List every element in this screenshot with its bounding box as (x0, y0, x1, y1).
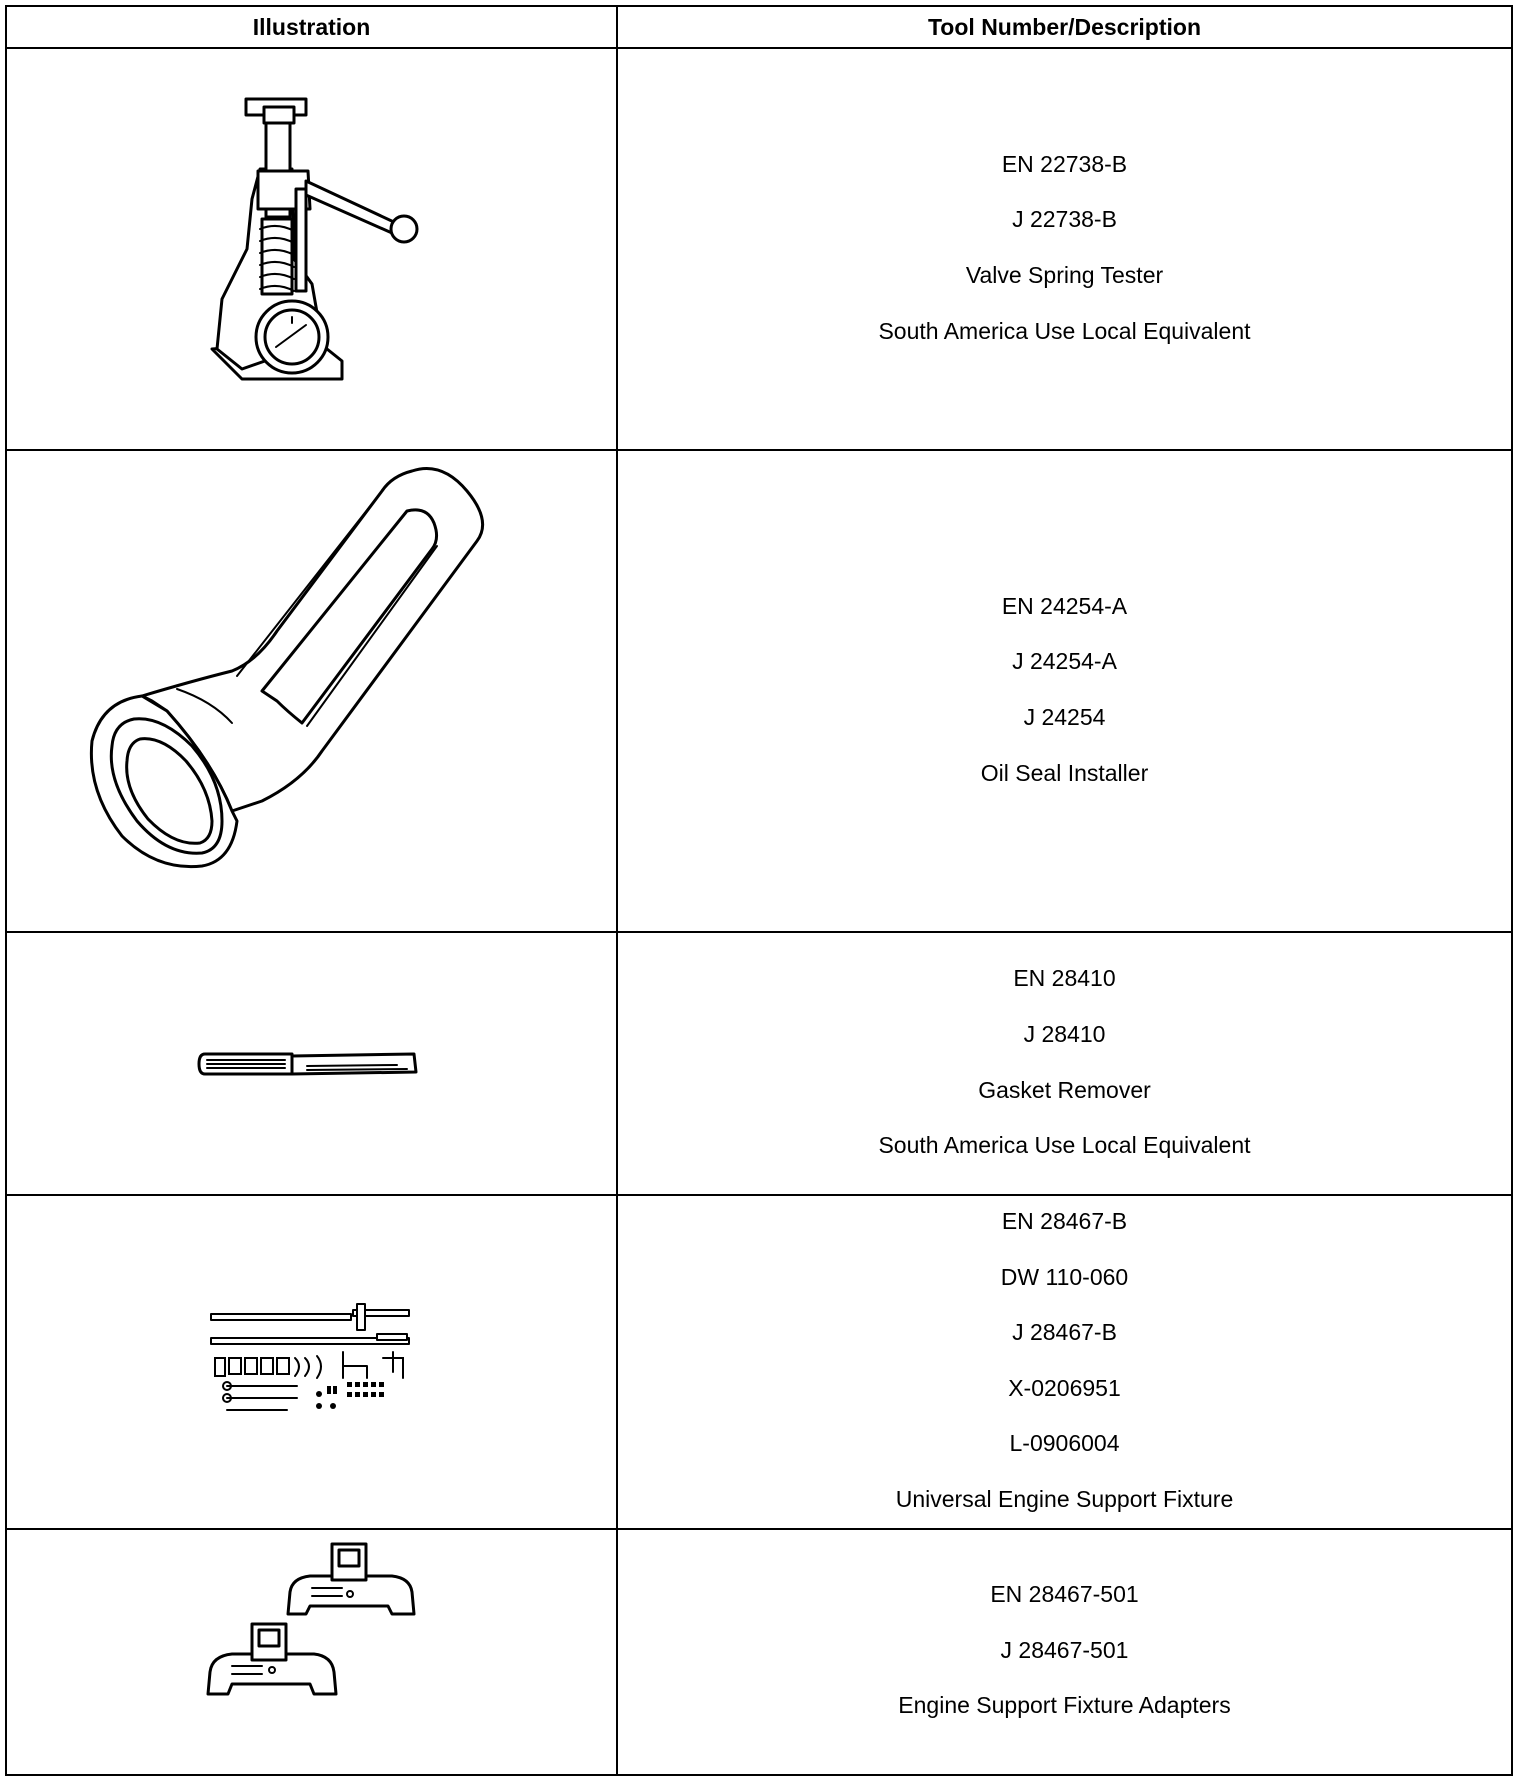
table-row (6, 48, 1512, 450)
tool-name: Universal Engine Support Fixture (895, 1485, 1234, 1512)
tool-number-en: EN 24254-A (1001, 592, 1128, 619)
tool-number-dw: DW 110-060 (1000, 1263, 1129, 1290)
table-row (6, 1195, 1512, 1529)
special-tools-table (5, 5, 1513, 1776)
tool-number-x: X-0206951 (1008, 1374, 1121, 1401)
tool-number-en: EN 28467-501 (990, 1581, 1139, 1608)
description-cell (617, 932, 1512, 1195)
tool-number-en: EN 22738-B (1001, 150, 1128, 177)
tool-number-j: J 28467-501 (1000, 1636, 1129, 1663)
engine-support-fixture-icon (207, 1302, 417, 1422)
tool-name: Valve Spring Tester (965, 262, 1164, 288)
description-cell (617, 1195, 1512, 1529)
tool-number-l: L-0906004 (1009, 1430, 1120, 1457)
fixture-adapters-icon (192, 1542, 432, 1762)
illustration-cell (6, 1529, 617, 1775)
illustration-cell (6, 932, 617, 1195)
valve-spring-tester-icon (182, 79, 442, 419)
tool-name: Oil Seal Installer (980, 759, 1149, 786)
description-header: Tool Number/Description (617, 6, 1512, 48)
illustration-cell (6, 450, 617, 932)
description-cell (617, 450, 1512, 932)
tool-number-j: J 28410 (1023, 1020, 1106, 1047)
description-cell (617, 1529, 1512, 1775)
illustration-cell (6, 48, 617, 450)
table-header-row (6, 6, 1512, 48)
tool-number-j: J 28467-B (1012, 1319, 1117, 1346)
description-cell (617, 48, 1512, 450)
illustration-cell (6, 1195, 617, 1529)
tool-number-en: EN 28467-B (1001, 1208, 1128, 1234)
illustration-header: Illustration (6, 6, 617, 48)
tool-number-j: J 22738-B (1012, 206, 1117, 233)
tool-note: South America Use Local Equivalent (878, 1132, 1251, 1159)
gasket-remover-icon (197, 1044, 427, 1084)
table-row (6, 1529, 1512, 1775)
tool-name: Gasket Remover (978, 1076, 1151, 1103)
tool-number-j: J 24254-A (1012, 648, 1117, 675)
table-row (6, 932, 1512, 1195)
table-row (6, 450, 1512, 932)
oil-seal-installer-icon (82, 461, 542, 921)
tool-number-j-alt: J 24254 (1023, 704, 1106, 730)
tool-name: Engine Support Fixture Adapters (898, 1692, 1231, 1719)
tool-number-en: EN 28410 (1013, 965, 1116, 992)
tool-note: South America Use Local Equivalent (878, 317, 1251, 344)
